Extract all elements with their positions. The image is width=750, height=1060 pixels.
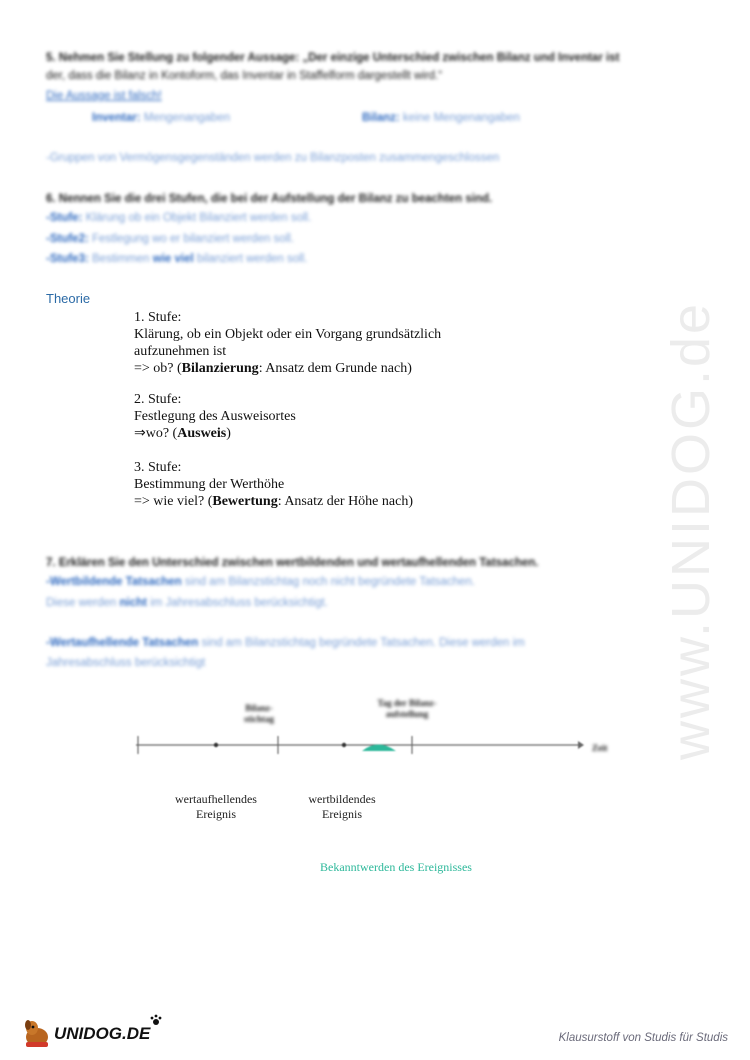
q5-answer: Die Aussage ist falsch! bbox=[46, 90, 162, 102]
stufe-1-line-3-c: : Ansatz dem Grunde nach) bbox=[258, 361, 412, 376]
label-zeit: Zeit bbox=[592, 743, 608, 753]
q7-answer-2 bbox=[46, 634, 525, 652]
inventar-label: Inventar: bbox=[92, 112, 141, 124]
stufe-1-line-3-b: Bilanzierung bbox=[181, 361, 259, 376]
label-wertbildendes-ereignis: wertbildendes Ereignis bbox=[308, 792, 376, 821]
wertbildende-line-2-b: im Jahresabschluss berücksichtigt. bbox=[150, 597, 328, 609]
theorie-stufe-1 bbox=[134, 309, 441, 377]
q5-bilanz bbox=[362, 109, 520, 127]
stufe-2-line-2 bbox=[134, 425, 296, 442]
wertaufhellende-label: -Wertaufhellende Tatsachen bbox=[46, 637, 199, 649]
q6-question: 6. Nennen Sie die drei Stufen, die bei der Aufstellung der Bilanz zu beachten sind. bbox=[46, 193, 493, 205]
wertaufhellend-point bbox=[214, 743, 218, 747]
wertaufhellende-text: sind am Bilanzstichtag begründete Tatsachen. Diese werden im bbox=[201, 637, 525, 649]
label-tag-der-bilanzaufstellung: Tag der Bilanz- aufstellung bbox=[377, 698, 437, 719]
stufe-3-line-1: Bestimmung der Werthöhe bbox=[134, 477, 285, 492]
theorie-stufe-3 bbox=[134, 459, 413, 510]
stufe-3-line-2-c: : Ansatz der Höhe nach) bbox=[277, 494, 413, 509]
stufe-2-line-2-c: ) bbox=[226, 426, 231, 441]
q5-note: -Gruppen von Vermögensgegenständen werden zu Bilanzposten zusammengeschlossen bbox=[46, 152, 500, 164]
stufe-2-line-1: Festlegung des Ausweisortes bbox=[134, 409, 296, 424]
wertbildende-label: -Wertbildende Tatsachen bbox=[46, 576, 182, 588]
label-bekanntwerden: Bekanntwerden des Ereignisses bbox=[320, 860, 472, 874]
q6-stufe-3 bbox=[46, 250, 307, 268]
wertbildende-text: sind am Bilanzstichtag noch nicht begründete Tatsachen. bbox=[184, 576, 475, 588]
label-bilanzstichtag: Bilanz- stichtag bbox=[244, 703, 274, 724]
stufe-1-line-2: aufzunehmen ist bbox=[134, 344, 227, 359]
theorie-heading: Theorie bbox=[46, 291, 91, 306]
dog-icon bbox=[20, 1016, 54, 1050]
q6-stufe-1 bbox=[46, 209, 311, 227]
unidog-logo bbox=[20, 1016, 180, 1052]
stufe-3-text-b: bilanziert werden soll. bbox=[196, 253, 308, 265]
stufe-2-title: 2. Stufe: bbox=[134, 392, 182, 407]
stufe-3-title: 3. Stufe: bbox=[134, 460, 182, 475]
q7-answer-2-line-2: Jahresabschluss berücksichtigt bbox=[46, 657, 206, 669]
q5-line-2: der, dass die Bilanz in Kontoform, das Inventar in Staffelform dargestellt wird.“ bbox=[46, 70, 443, 82]
logo-text: UNIDOG.DE bbox=[54, 1024, 151, 1043]
stufe-3-text-a: Bestimmen bbox=[92, 253, 150, 265]
stufe-3-line-2-b: Bewertung bbox=[212, 494, 278, 509]
q7-answer-1 bbox=[46, 573, 475, 591]
wertbildende-line-2-a: Diese werden bbox=[46, 597, 117, 609]
wertbildend-point bbox=[342, 743, 346, 747]
q5-line-1: 5. Nehmen Sie Stellung zu folgender Aussage: „Der einzige Unterschied zwischen Bilanz und Inventar ist bbox=[46, 52, 620, 64]
q7-question: 7. Erklären Sie den Unterschied zwischen wertbildenden und wertaufhellenden Tatsachen. bbox=[46, 557, 539, 569]
stufe-1-text: Klärung ob ein Objekt Bilanziert werden soll. bbox=[85, 212, 312, 224]
stufe-1-line-1: Klärung, ob ein Objekt oder ein Vorgang grundsätzlich bbox=[134, 327, 442, 342]
q7-answer-1-line-2 bbox=[46, 594, 328, 612]
stufe-2-text: Festlegung wo er bilanziert werden soll. bbox=[92, 233, 295, 245]
stufe-1-line-3-a: => ob? ( bbox=[134, 361, 182, 376]
stufe-3-bold: wie viel bbox=[152, 253, 194, 265]
bilanz-text: keine Mengenangaben bbox=[402, 112, 520, 124]
stufe-3-label: -Stufe3: bbox=[46, 253, 89, 265]
bilanz-label: Bilanz: bbox=[362, 112, 400, 124]
theorie-stufe-2 bbox=[134, 391, 296, 442]
label-wertaufhellendes-ereignis: wertaufhellendes Ereignis bbox=[175, 792, 257, 821]
watermark: www.UNIDOG.de bbox=[661, 300, 721, 760]
timeline-arrow bbox=[578, 741, 584, 749]
wertbildende-line-2-bold: nicht bbox=[119, 597, 148, 609]
stufe-2-line-2-a: ⇒wo? ( bbox=[134, 426, 178, 441]
stufe-1-label: -Stufe: bbox=[46, 212, 83, 224]
q6-stufe-2 bbox=[46, 230, 294, 248]
stufe-2-label: -Stufe2: bbox=[46, 233, 89, 245]
stufe-1-line-3 bbox=[134, 360, 441, 377]
q5-inventar bbox=[92, 109, 230, 127]
stufe-2-line-2-b: Ausweis bbox=[177, 426, 227, 441]
stufe-1-title: 1. Stufe: bbox=[134, 310, 182, 325]
stufe-3-line-2 bbox=[134, 493, 413, 510]
paw-icon bbox=[150, 1014, 162, 1026]
stufe-3-line-2-a: => wie viel? ( bbox=[134, 494, 213, 509]
footer-tagline: Klausurstoff von Studis für Studis bbox=[558, 1032, 728, 1044]
inventar-text: Mengenangaben bbox=[143, 112, 231, 124]
